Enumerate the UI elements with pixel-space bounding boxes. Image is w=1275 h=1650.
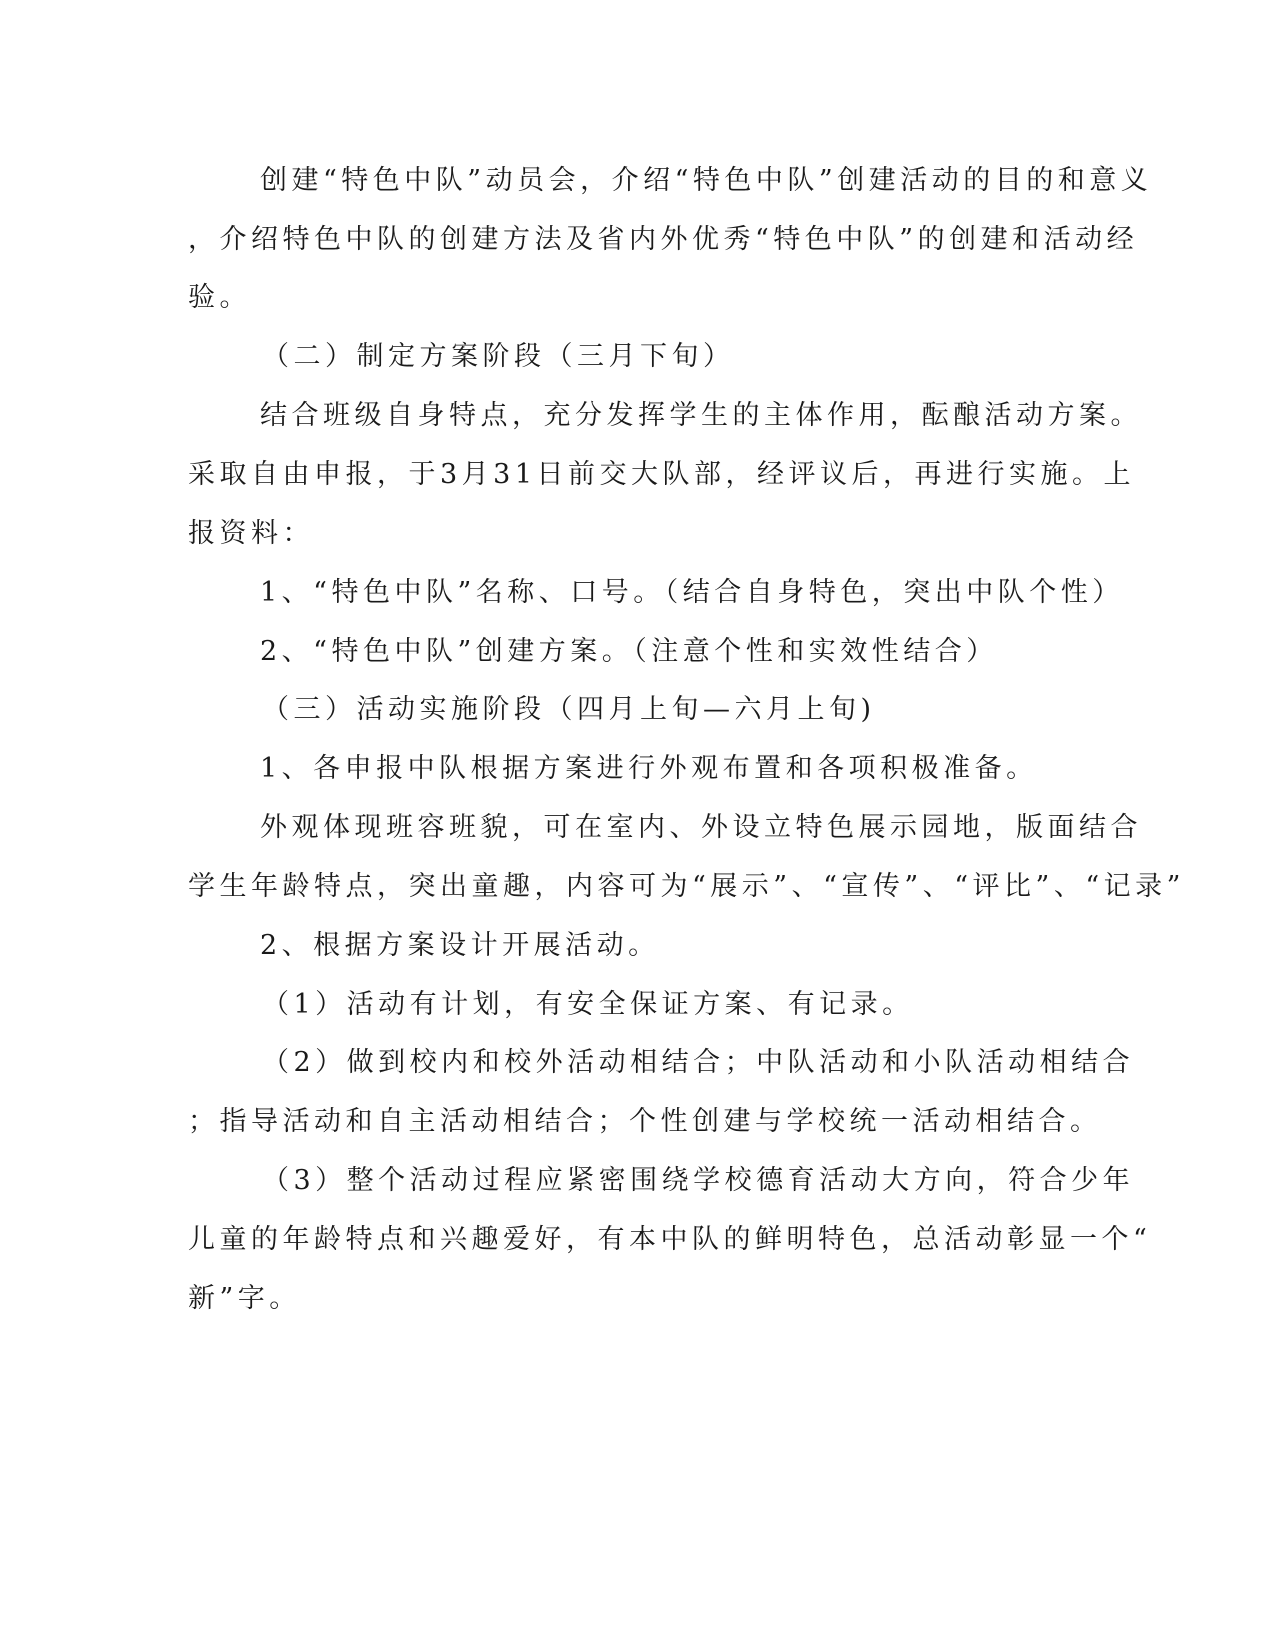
- list-item: 2、根据方案设计开展活动。: [260, 930, 660, 961]
- paragraph-line: 报资料：: [188, 518, 314, 549]
- list-item: 1、各申报中队根据方案进行外观布置和各项积极准备。: [260, 753, 1038, 784]
- section-heading: （三）活动实施阶段（四月上旬—六月上旬): [262, 694, 876, 725]
- list-item: 1、“特色中队”名称、口号。（结合自身特色，突出中队个性）: [260, 577, 1124, 608]
- list-item: （2）做到校内和校外活动相结合；中队活动和小队活动相结合: [262, 1047, 1135, 1078]
- paragraph-line: 采取自由申报，于3月31日前交大队部，经评议后，再进行实施。上: [188, 459, 1136, 490]
- section-heading: （二）制定方案阶段（三月下旬）: [262, 341, 735, 372]
- paragraph-line: 验。: [188, 282, 251, 313]
- list-item: （1）活动有计划，有安全保证方案、有记录。: [262, 989, 914, 1020]
- paragraph-line: ，介绍特色中队的创建方法及省内外优秀“特色中队”的创建和活动经: [188, 224, 1139, 255]
- paragraph-line: 结合班级自身特点，充分发挥学生的主体作用，酝酿活动方案。: [260, 400, 1142, 431]
- paragraph-line: 外观体现班容班貌，可在室内、外设立特色展示园地，版面结合: [260, 812, 1142, 843]
- list-item: 2、“特色中队”创建方案。（注意个性和实效性结合）: [260, 636, 998, 667]
- paragraph-line: 儿童的年龄特点和兴趣爱好，有本中队的鲜明特色，总活动彰显一个“: [188, 1224, 1152, 1255]
- list-item: （3）整个活动过程应紧密围绕学校德育活动大方向，符合少年: [262, 1165, 1135, 1196]
- paragraph-line: ；指导活动和自主活动相结合；个性创建与学校统一活动相结合。: [188, 1106, 1102, 1137]
- paragraph-line: 学生年龄特点，突出童趣，内容可为“展示”、“宣传”、“评比”、“记录”: [188, 871, 1185, 902]
- paragraph-line: 新”字。: [188, 1283, 301, 1314]
- paragraph-line: 创建“特色中队”动员会，介绍“特色中队”创建活动的目的和意义: [260, 165, 1153, 196]
